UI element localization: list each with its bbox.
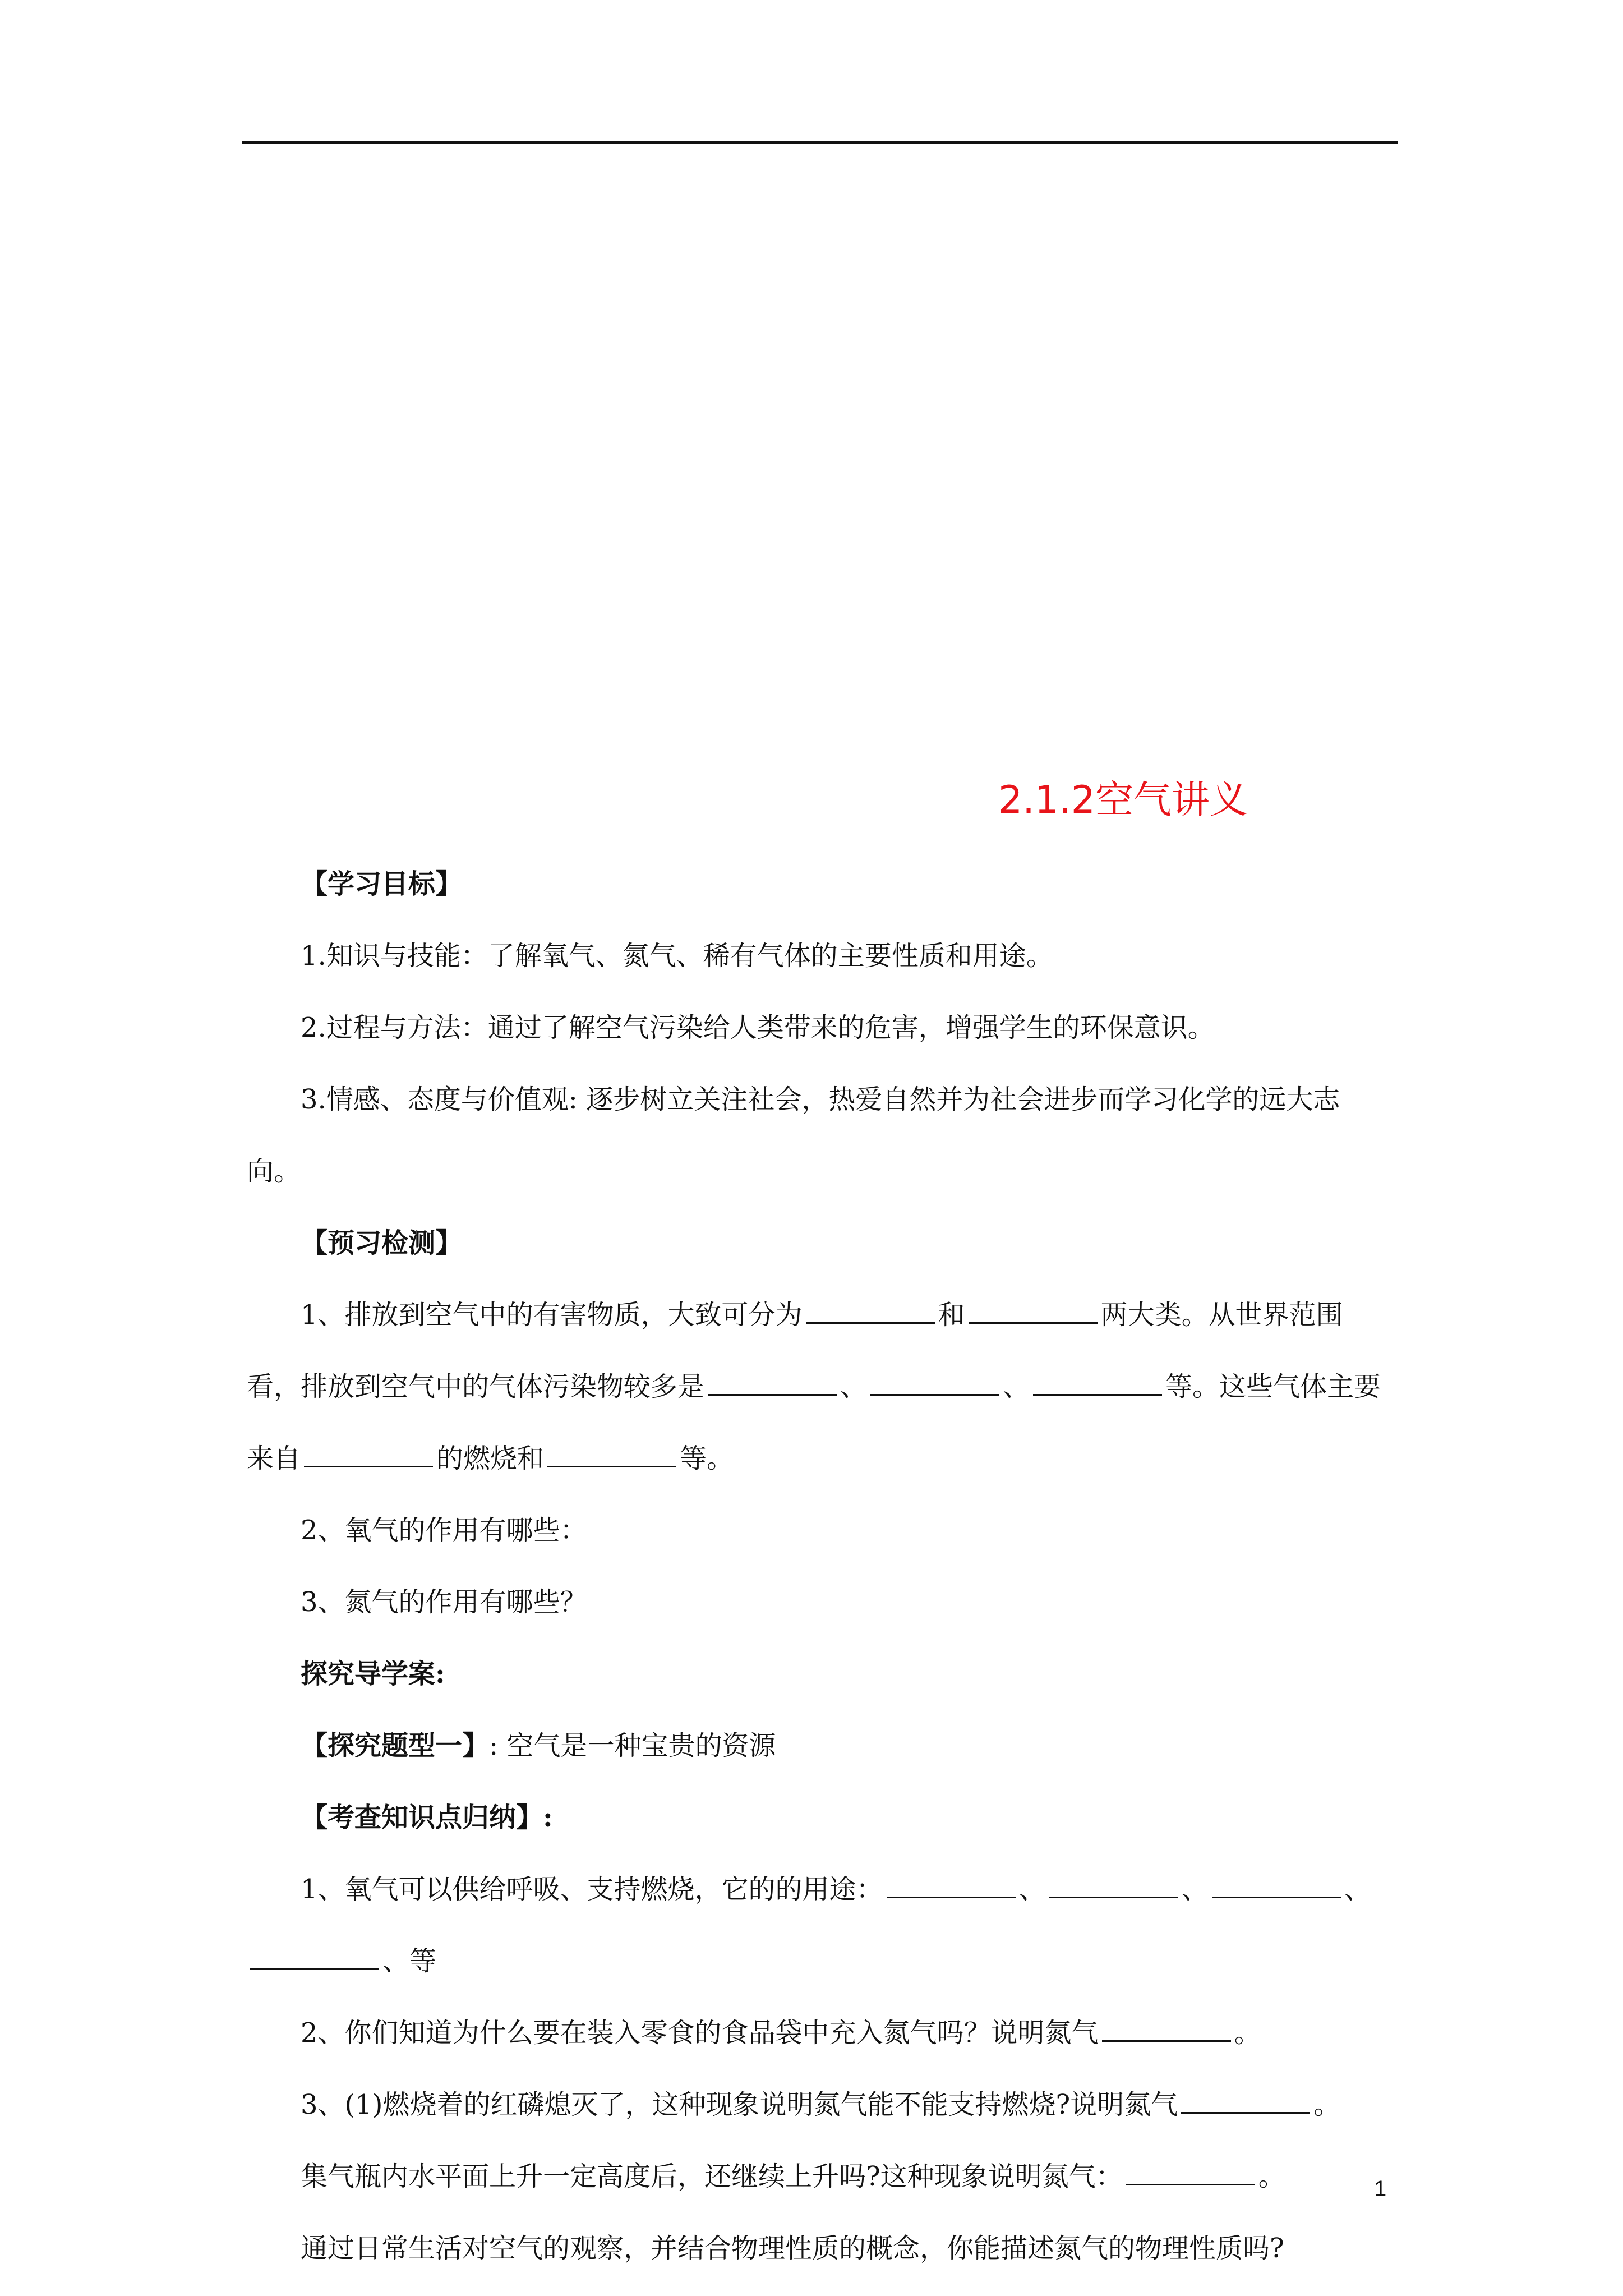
answer-blank[interactable]: [304, 1437, 433, 1467]
answer-blank[interactable]: [1033, 1365, 1162, 1396]
answer-blank[interactable]: [1212, 1867, 1341, 1898]
knowledge-point-3: 3、(1)燃烧着的红磷熄灭了，这种现象说明氮气能不能支持燃烧?说明氮气 。: [247, 2069, 1391, 2141]
answer-blank[interactable]: [870, 1365, 999, 1396]
answer-blank[interactable]: [1126, 2155, 1255, 2185]
preview-heading: 【预习检测】: [301, 1227, 463, 1259]
explore-type-1: 【探究题型一】: 空气是一种宝贵的资源: [301, 1730, 776, 1761]
answer-blank[interactable]: [1102, 2011, 1231, 2042]
preview-question-1: 1、排放到空气中的有害物质，大致可分为 和 两大类。从世界范围看，排放到空气中的气体污染物较多是 、 、 等。这些气体主要来自 的燃烧和 等。: [247, 1279, 1391, 1494]
objective-2: 2.过程与方法：通过了解空气污染给人类带来的危害，增强学生的环保意识。: [301, 1012, 1215, 1043]
page-title: 2.1.2空气讲义: [998, 778, 1248, 822]
explore-heading: 探究导学案:: [301, 1658, 445, 1690]
answer-blank[interactable]: [1181, 2083, 1310, 2114]
answer-blank[interactable]: [1049, 1867, 1178, 1898]
answer-blank[interactable]: [887, 1867, 1016, 1898]
knowledge-point-2: 2、你们知道为什么要在装入零食的食品袋中充入氮气吗？说明氮气 。: [247, 1997, 1391, 2069]
answer-blank[interactable]: [547, 1437, 676, 1467]
objective-3: 3.情感、态度与价值观: 逐步树立关注社会，热爱自然并为社会进步而学习化学的远大志向。: [247, 1084, 1340, 1187]
document-body: [247, 848, 1391, 2284]
preview-question-3: 3、氮气的作用有哪些？: [301, 1586, 587, 1618]
summary-heading: 【考查知识点归纳】:: [301, 1802, 553, 1833]
knowledge-point-3b: 集气瓶内水平面上升一定高度后，还继续上升吗?这种现象说明氮气： 。: [247, 2141, 1391, 2212]
answer-blank[interactable]: [250, 1939, 379, 1970]
answer-blank[interactable]: [969, 1293, 1098, 1324]
preview-question-2: 2、氧气的作用有哪些：: [301, 1515, 587, 1546]
page-number: 1: [1374, 2177, 1387, 2201]
knowledge-point-3c: 通过日常生活对空气的观察，并结合物理性质的概念，你能描述氮气的物理性质吗?: [301, 2233, 1284, 2264]
objectives-heading: 【学习目标】: [301, 868, 463, 900]
answer-blank[interactable]: [708, 1365, 837, 1396]
knowledge-point-1: 1、氧气可以供给呼吸、支持燃烧，它的的用途： 、 、 、、等: [247, 1853, 1391, 1997]
header-rule: [242, 141, 1398, 144]
objective-1: 1.知识与技能：了解氧气、氮气、稀有气体的主要性质和用途。: [301, 940, 1053, 972]
answer-blank[interactable]: [806, 1293, 935, 1324]
